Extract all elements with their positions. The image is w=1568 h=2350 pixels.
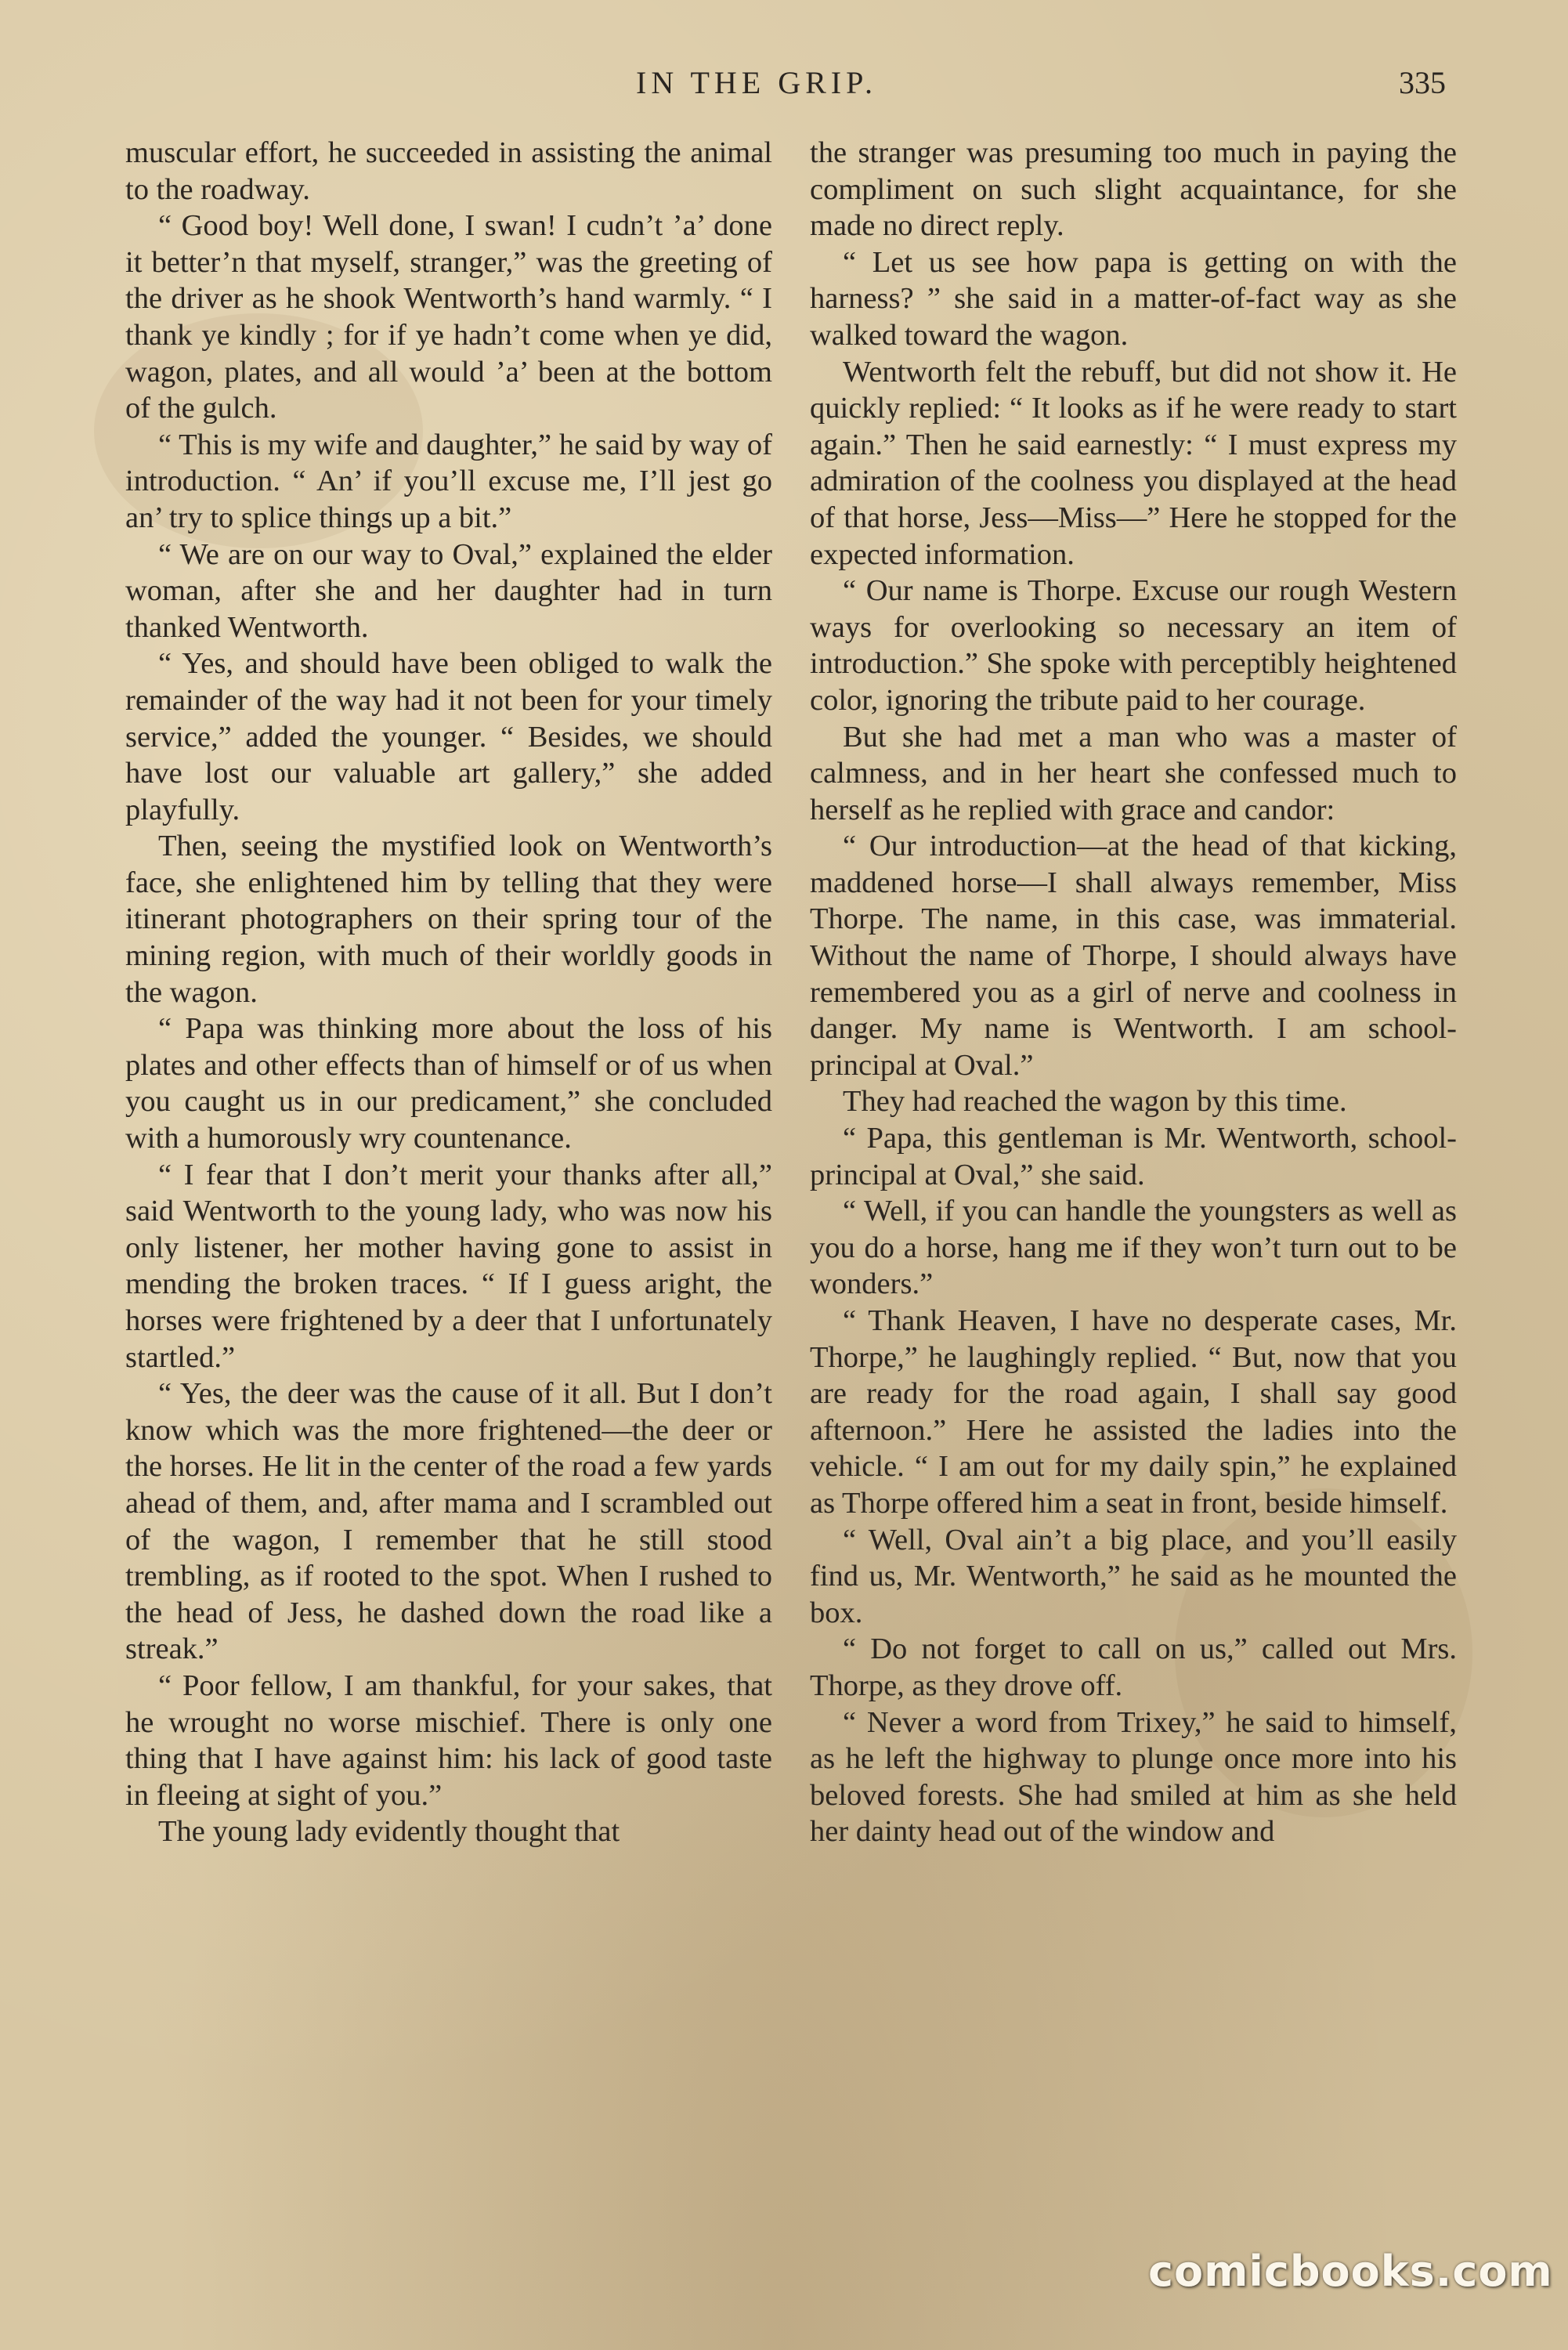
right-column <box>810 135 1457 1850</box>
paragraph: “ Good boy! Well done, I swan! I cudn’t ’a’ done it better’n that myself, stranger,” was the greeting of the driver as he shook Wentworth’s hand warmly. “ I thank ye kindly ; for if ye hadn’t come when ye did, wagon, plates, and all would ’a’ been at the bottom of the gulch. <box>125 209 772 425</box>
running-title: IN THE GRIP. <box>636 65 877 100</box>
paragraph: muscular effort, he succeeded in assisting the animal to the roadway. <box>125 136 772 206</box>
paragraph: “ Thank Heaven, I have no desperate cases, Mr. Thorpe,” he laughingly replied. “ But, now that you are ready for the road again, I shall say good afternoon.” Here he assisted the ladies into the vehicle. “ I am out for my daily spin,” he explained as Thorpe offered him a seat in front, beside himself. <box>810 1304 1457 1520</box>
paragraph: “ Papa was thinking more about the loss of his plates and other effects than of himself or of us when you caught us in our predicament,” she concluded with a humorously wry countenance. <box>125 1012 772 1155</box>
paragraph: “ I fear that I don’t merit your thanks after all,” said Wentworth to the young lady, who was now his only listener, her mother having gone to assist in mending the broken traces. “ If I guess aright, the horses were frightened by a deer that I unfortunately startled.” <box>125 1158 772 1374</box>
paragraph: But she had met a man who was a master of calmness, and in her heart she confessed much to herself as he replied with grace and candor: <box>810 720 1457 826</box>
paragraph: “ We are on our way to Oval,” explained the elder woman, after she and her daughter had in turn thanked Wentworth. <box>125 537 772 644</box>
paragraph: “ Let us see how papa is getting on with the harness? ” she said in a matter-of-fact way as she walked toward the wagon. <box>810 245 1457 352</box>
page-number: 335 <box>1399 65 1446 100</box>
paragraph: “ Yes, and should have been obliged to walk the remainder of the way had it not been for your timely service,” added the younger. “ Besides, we should have lost our valuable art gallery,” she added playfully. <box>125 647 772 826</box>
paragraph: “ Our name is Thorpe. Excuse our rough Western ways for overlooking so necessary an item of introduction.” She spoke with perceptibly heightened color, ignoring the tribute paid to her courage. <box>810 574 1457 717</box>
paragraph: “ Poor fellow, I am thankful, for your sakes, that he wrought no worse mischief. There is only one thing that I have against him: his lack of good taste in fleeing at sight of you.” <box>125 1668 772 1812</box>
left-column <box>125 135 772 1850</box>
paragraph: “ Do not forget to call on us,” called out Mrs. Thorpe, as they drove off. <box>810 1632 1457 1702</box>
paragraph: Then, seeing the mystified look on Wentworth’s face, she enlightened him by telling that they were itinerant photographers on their spring tour of the mining region, with much of their worldly goods in the wagon. <box>125 830 772 1009</box>
paragraph: “ Never a word from Trixey,” he said to himself, as he left the highway to plunge once more into his beloved forests. She had smiled at him as she held her dainty head out of the window and <box>810 1705 1457 1849</box>
paragraph: the stranger was presuming too much in paying the compliment on such slight acquaintance, for she made no direct reply. <box>810 136 1457 243</box>
paragraph: “ This is my wife and daughter,” he said by way of introduction. “ An’ if you’ll excuse me, I’ll jest go an’ try to splice things up a bit.” <box>125 428 772 534</box>
paragraph: Wentworth felt the rebuff, but did not show it. He quickly replied: “ It looks as if he were ready to start again.” Then he said earnestly: “ I must express my admiration of the coolness you displayed at the head of that horse, Jess—Miss—” Here he stopped for the expected information. <box>810 355 1457 571</box>
paragraph: “ Our introduction—at the head of that kicking, maddened horse—I shall always remember, Miss Thorpe. The name, in this case, was immaterial. Without the name of Thorpe, I should always have remembered you as a girl of nerve and coolness in danger. My name is Wentworth. I am school-principal at Oval.” <box>810 830 1457 1082</box>
site-watermark: comicbooks.com <box>1148 2247 1553 2296</box>
paragraph: “ Well, if you can handle the youngsters as well as you do a horse, hang me if they won’t turn out to be wonders.” <box>810 1195 1457 1301</box>
paragraph: “ Yes, the deer was the cause of it all. But I don’t know which was the more frightened—the deer or the horses. He lit in the center of the road a few yards ahead of them, and, after mama and I scrambled out of the wagon, I remember that he still stood trembling, as if rooted to the spot. When I rushed to the head of Jess, he dashed down the road like a streak.” <box>125 1377 772 1666</box>
running-head <box>0 64 1568 111</box>
paragraph: The young lady evidently thought that <box>158 1815 620 1849</box>
paragraph: “ Papa, this gentleman is Mr. Wentworth, school-principal at Oval,” she said. <box>810 1122 1457 1191</box>
paragraph: “ Well, Oval ain’t a big place, and you’ll easily find us, Mr. Wentworth,” he said as he mounted the box. <box>810 1523 1457 1629</box>
paragraph: They had reached the wagon by this time. <box>843 1085 1347 1119</box>
